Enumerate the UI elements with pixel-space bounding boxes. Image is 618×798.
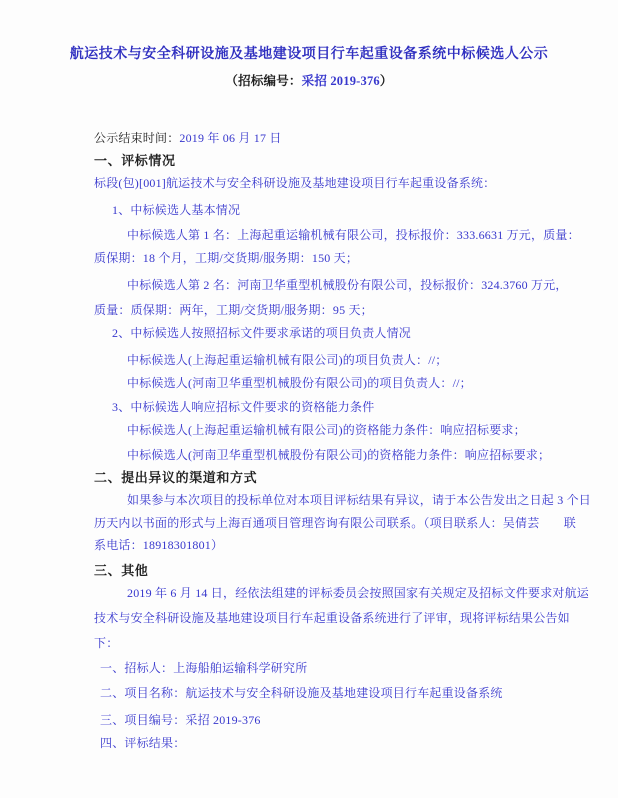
candidate-1-line-1: 中标候选人第 1 名：上海起重运输机械有限公司，投标报价：333.6631 万元，质量： — [127, 228, 580, 242]
objection-line-1: 如果参与本次项目的投标单位对本项目评标结果有异议，请于本公告发出之日起 3 个日 — [127, 493, 592, 507]
other-line-3: 下： — [94, 636, 119, 650]
subitem-3-heading: 3、中标候选人响应招标文件要求的资格能力条件 — [112, 400, 375, 414]
project-manager-2: 中标候选人(河南卫华重型机械股份有限公司)的项目负责人：//； — [127, 376, 472, 390]
publicity-end-value: 2019 年 06 月 17 日 — [179, 131, 282, 145]
subitem-2-heading: 2、中标候选人按照招标文件要求承诺的项目负责人情况 — [112, 326, 412, 340]
section-1-heading: 一、评标情况 — [94, 153, 176, 168]
other-line-2: 技术与安全科研设施及基地建设项目行车起重设备系统进行了评审，现将评标结果公告如 — [94, 611, 570, 625]
page-subtitle — [0, 74, 618, 89]
candidate-1-line-2: 质保期：18 个月，工期/交货期/服务期：150 天； — [94, 251, 359, 265]
section-2-heading: 二、提出异议的渠道和方式 — [94, 470, 258, 485]
section-3-heading: 三、其他 — [94, 563, 149, 578]
publicity-end-time — [94, 131, 282, 146]
project-manager-1: 中标候选人(上海起重运输机械有限公司)的项目负责人：//； — [127, 353, 448, 367]
info-project-number: 三、项目编号：采招 2019-376 — [100, 713, 261, 727]
objection-line-2: 历天内以书面的形式与上海百通项目管理咨询有限公司联系。（项目联系人：吴倩芸 联 — [94, 516, 577, 530]
qualification-1: 中标候选人(上海起重运输机械有限公司)的资格能力条件：响应招标要求； — [127, 423, 526, 437]
candidate-2-line-2: 质量：质保期：两年，工期/交货期/服务期：95 天； — [94, 303, 373, 317]
candidate-2-line-1: 中标候选人第 2 名：河南卫华重型机械股份有限公司，投标报价：324.3760 万元， — [127, 278, 568, 292]
page-title: 航运技术与安全科研设施及基地建设项目行车起重设备系统中标候选人公示 — [69, 47, 549, 62]
info-evaluation-result: 四、评标结果： — [100, 736, 186, 750]
subitem-1-heading: 1、中标候选人基本情况 — [112, 203, 241, 217]
subtitle-prefix: （招标编号： — [225, 74, 302, 88]
objection-line-3: 系电话：18918301801） — [94, 538, 224, 552]
qualification-2: 中标候选人(河南卫华重型机械股份有限公司)的资格能力条件：响应招标要求； — [127, 448, 551, 462]
subtitle-suffix: ） — [379, 74, 393, 88]
info-tenderer: 一、招标人：上海船舶运输科学研究所 — [100, 661, 308, 675]
info-project-name: 二、项目名称：航运技术与安全科研设施及基地建设项目行车起重设备系统 — [100, 686, 503, 700]
publicity-end-label: 公示结束时间： — [94, 131, 180, 145]
other-line-1: 2019 年 6 月 14 日，经依法组建的评标委员会按照国家有关规定及招标文件要求对航运 — [127, 586, 590, 600]
bid-section-intro: 标段(包)[001]航运技术与安全科研设施及基地建设项目行车起重设备系统： — [94, 176, 496, 190]
tender-number: 采招 2019-376 — [301, 74, 380, 88]
